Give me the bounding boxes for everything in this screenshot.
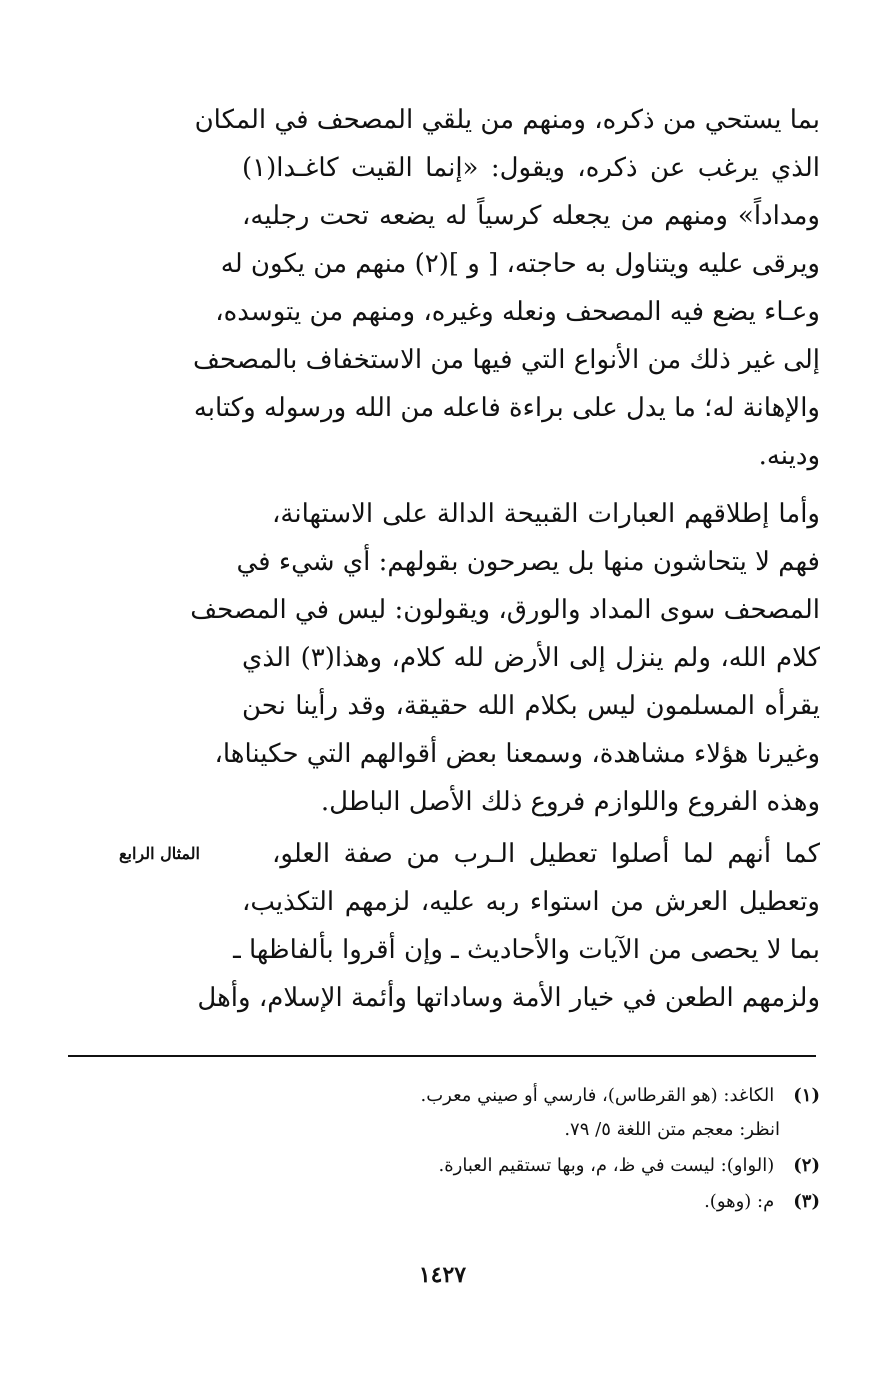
body-line: والإهانة له؛ ما يدل على براءة فاعله من الله ورسوله وكتابه [193, 393, 820, 423]
footnote-text: (الواو): ليست في ظ، م، وبها تستقيم العبارة. [438, 1155, 775, 1176]
footnote-text: م: (وهو). [704, 1191, 775, 1212]
body-line: بما لا يحصى من الآيات والأحاديث ـ وإن أقروا بألفاظها ـ [233, 935, 820, 965]
body-line: ويرقى عليه ويتناول به حاجته، [ و ](٢) منهم من يكون له [220, 249, 820, 279]
body-line: وعـاء يضع فيه المصحف ونعله وغيره، ومنهم من يتوسده، [215, 297, 820, 327]
paragraph-first-line: وأما إطلاقهم العبارات القبيحة الدالة على الاستهانة، [272, 499, 820, 529]
margin-heading: المثال الرابع [118, 844, 200, 863]
footnote-number: (٢) [793, 1155, 820, 1176]
footnote [300, 1186, 820, 1218]
footnote-continuation [260, 1114, 780, 1146]
footnote-text: الكاغد: (هو القرطاس)، فارسي أو صيني معرب. [420, 1085, 775, 1106]
body-line: وغيرنا هؤلاء مشاهدة، وسمعنا بعض أقوالهم التي حكيناها، [214, 739, 820, 769]
footnote-number: (٣) [793, 1191, 820, 1212]
body-line: كلام الله، ولم ينزل إلى الأرض لله كلام، وهذا(٣) الذي [242, 643, 820, 673]
body-line: الذي يرغب عن ذكره، ويقول: «إنما القيت كاغـدا(١) [242, 153, 820, 183]
body-line: وتعطيل العرش من استواء ربه عليه، لزمهم التكذيب، [242, 887, 820, 917]
footnote-text: انظر: معجم متن اللغة ٥/ ٧٩. [564, 1119, 780, 1140]
body-line: المصحف سوى المداد والورق، ويقولون: ليس في المصحف [190, 595, 820, 625]
footnote [300, 1080, 820, 1112]
body-line: وهذه الفروع واللوازم فروع ذلك الأصل الباطل. [320, 787, 820, 817]
page-number: ١٤٢٧ [418, 1262, 467, 1288]
footnote-divider [68, 1055, 816, 1057]
paragraph-first-line: كما أنهم لما أصلوا تعطيل الـرب من صفة العلو، [272, 839, 820, 869]
body-line: ولزمهم الطعن في خيار الأمة وساداتها وأئمة الإسلام، وأهل [197, 983, 820, 1013]
body-line: بما يستحي من ذكره، ومنهم من يلقي المصحف في المكان [194, 105, 820, 135]
body-line: يقرأه المسلمون ليس بكلام الله حقيقة، وقد رأينا نحن [242, 691, 820, 721]
footnote-number: (١) [793, 1085, 820, 1106]
body-line: إلى غير ذلك من الأنواع التي فيها من الاستخفاف بالمصحف [193, 345, 820, 375]
footnote [300, 1150, 820, 1182]
body-line: ومداداً» ومنهم من يجعله كرسياً له يضعه تحت رجليه، [242, 201, 820, 231]
body-line: ودينه. [758, 441, 820, 471]
body-line: فهم لا يتحاشون منها بل يصرحون بقولهم: أي شيء في [236, 547, 820, 577]
